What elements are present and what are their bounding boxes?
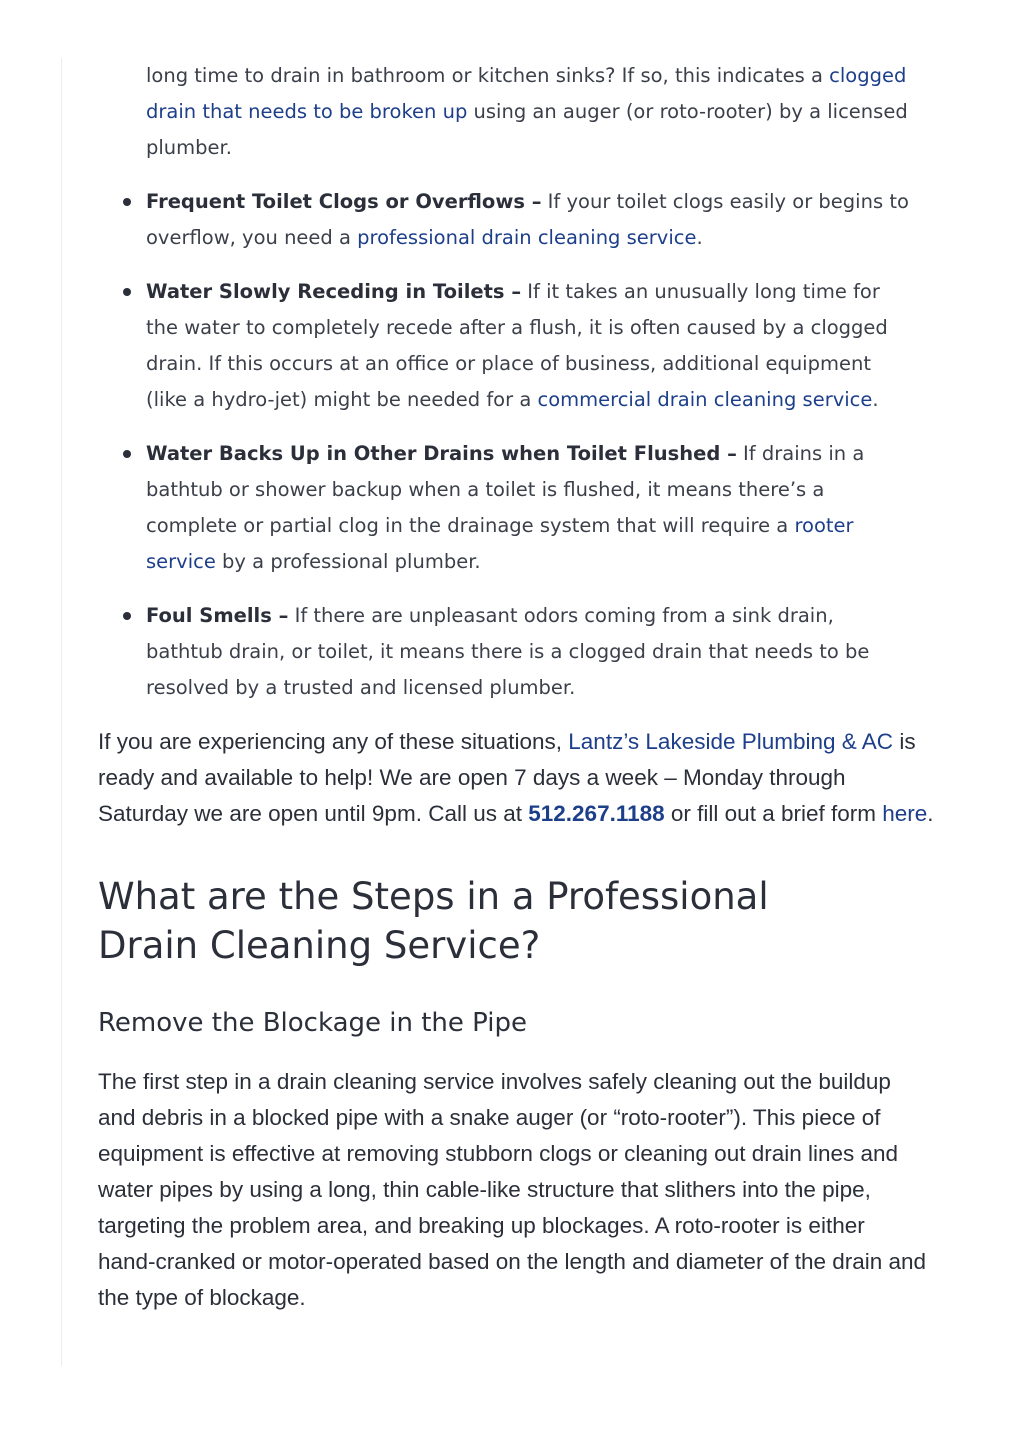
article-content bbox=[98, 0, 938, 1316]
cta-text: . bbox=[927, 801, 934, 826]
cta-text: or fill out a brief form bbox=[664, 801, 883, 826]
phone-number[interactable]: 512.267.1188 bbox=[528, 801, 665, 826]
list-item-water-backs-up bbox=[146, 436, 916, 580]
list-item-text: If drains in a bathtub or shower backup when a toilet is flushed, it means there’s a complete or partial clog in the drainage system that will require a bbox=[146, 442, 865, 537]
list-item-heading: Water Slowly Receding in Toilets – bbox=[146, 280, 522, 303]
cta-text: If you are experiencing any of these situations, bbox=[98, 729, 569, 754]
list-item-text: If there are unpleasant odors coming from a sink drain, bathtub drain, or toilet, it means there is a clogged drain that needs to be resolved by a trusted and licensed plumber. bbox=[146, 604, 870, 699]
list-item-text: long time to drain in bathroom or kitchen sinks? If so, this indicates a bbox=[146, 64, 830, 87]
list-item-heading: Foul Smells – bbox=[146, 604, 289, 627]
list-item-heading: Water Backs Up in Other Drains when Toilet Flushed – bbox=[146, 442, 737, 465]
section-title: What are the Steps in a Professional Drain Cleaning Service? bbox=[98, 875, 769, 967]
professional-drain-cleaning-link[interactable]: professional drain cleaning service bbox=[357, 226, 697, 249]
list-item-text-after: . bbox=[696, 226, 703, 249]
clogged-drain-link[interactable]: clogged drain that needs to be broken up bbox=[146, 64, 907, 123]
cta-paragraph bbox=[98, 724, 938, 832]
list-item-text-after: . bbox=[872, 388, 879, 411]
list-item-continued bbox=[146, 58, 916, 166]
list-item-text: If your toilet clogs easily or begins to overflow, you need a bbox=[146, 190, 909, 249]
list-item-text-after: by a professional plumber. bbox=[215, 550, 481, 573]
list-item-text: If it takes an unusually long time for the water to completely recede after a flush, it is often caused by a clogged drain. If this occurs at an office or place of business, additional equipment (like a hydro-jet) might be needed for a bbox=[146, 280, 888, 411]
rooter-service-link[interactable]: rooter service bbox=[146, 514, 854, 573]
list-item-text-after: using an auger (or roto-rooter) by a licensed plumber. bbox=[146, 100, 908, 159]
list-item-slow-receding bbox=[146, 274, 916, 418]
commercial-drain-cleaning-link[interactable]: commercial drain cleaning service bbox=[537, 388, 873, 411]
content-left-border bbox=[61, 58, 62, 1366]
warning-signs-list bbox=[98, 58, 938, 706]
company-link[interactable]: Lantz’s Lakeside Plumbing & AC bbox=[568, 729, 894, 754]
list-item-toilet-clogs bbox=[146, 184, 916, 256]
body-paragraph: The first step in a drain cleaning service involves safely cleaning out the buildup and debris in a blocked pipe with a snake auger (or “roto-rooter”). This piece of equipment is effective at removing stubborn clogs or cleaning out drain lines and water pipes by using a long, thin cable-like structure that slithers into the pipe, targeting the problem area, and breaking up blockages. A roto-rooter is either hand-cranked or motor-operated based on the length and diameter of the drain and the type of blockage. bbox=[98, 1069, 927, 1310]
form-link[interactable]: here bbox=[882, 801, 928, 826]
list-item-foul-smells bbox=[146, 598, 916, 706]
list-item-heading: Frequent Toilet Clogs or Overflows – bbox=[146, 190, 542, 213]
sub-title: Remove the Blockage in the Pipe bbox=[98, 1008, 527, 1038]
cta-text: is ready and available to help! We are open 7 days a week – Monday through Saturday we are open until 9pm. Call us at bbox=[98, 729, 916, 826]
